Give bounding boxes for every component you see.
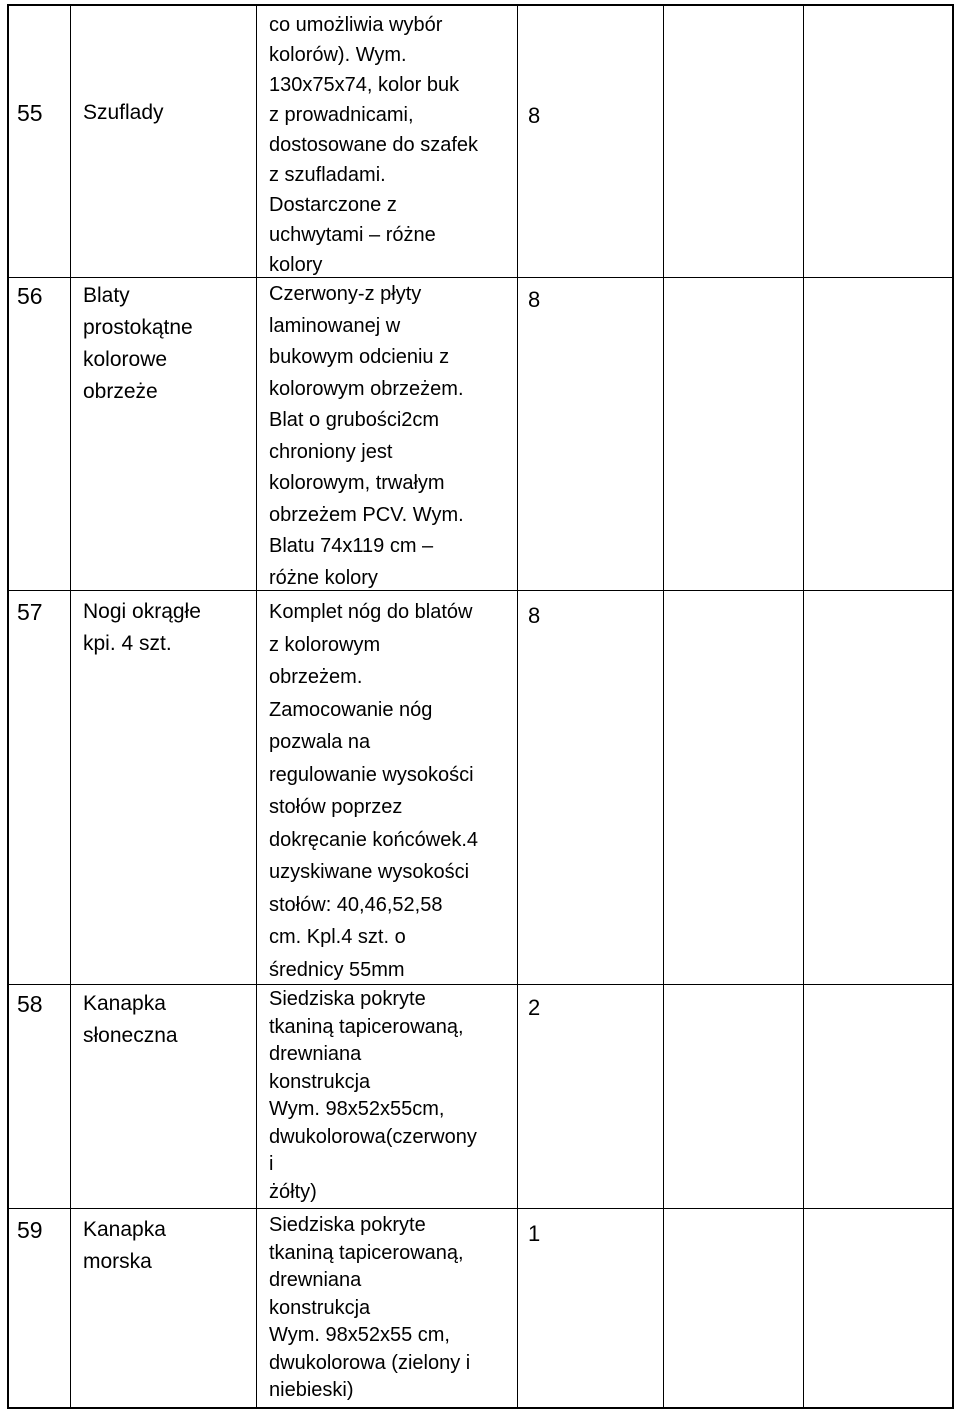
column-divider (803, 6, 804, 1407)
description-line: dokręcanie końcówek.4 (269, 828, 479, 851)
description-line: konstrukcja (269, 1296, 371, 1319)
description-line: Wym. 98x52x55cm, (269, 1098, 445, 1120)
description-line: obrzeżem. (269, 666, 363, 688)
description-line: tkaniną tapicerowaną, (269, 1241, 464, 1264)
description-line: stołów: 40,46,52,58 (269, 893, 443, 916)
row-quantity: 1 (528, 1221, 541, 1246)
row-number: 56 (17, 283, 43, 309)
description-line: regulowanie wysokości (269, 763, 474, 786)
description-line: drewniana (269, 1269, 362, 1291)
row-divider (9, 277, 952, 278)
description-line: co umożliwia wybór (269, 14, 443, 36)
description-line: laminowanej w (269, 314, 401, 337)
row-name: Szuflady (83, 101, 164, 124)
row-number: 55 (17, 100, 43, 126)
row-quantity: 8 (528, 603, 541, 628)
row-name: Kanapka słoneczna (83, 992, 178, 1047)
row-description (269, 10, 459, 100)
row-quantity: 8 (528, 287, 541, 312)
description-line: Dostarczone z (269, 194, 397, 216)
row-description (269, 986, 477, 1206)
description-line: z szufladami. (269, 164, 386, 186)
row-quantity: 2 (528, 995, 541, 1020)
description-line: kolorowym, trwałym (269, 472, 445, 494)
description-line: obrzeżem PCV. Wym. (269, 503, 464, 526)
description-line: Wym. 98x52x55 cm, (269, 1324, 450, 1346)
row-name: Nogi okrągłe kpi. 4 szt. (83, 600, 201, 655)
description-line: chroniony jest (269, 440, 393, 463)
description-line: Siedziska pokryte (269, 1214, 426, 1236)
row-divider (9, 590, 952, 591)
column-divider (70, 6, 71, 1407)
row-number: 57 (17, 599, 43, 625)
description-line: średnicy 55mm (269, 958, 405, 981)
description-line: Zamocowanie nóg (269, 698, 433, 721)
items-table (7, 4, 954, 1409)
description-line: Komplet nóg do blatów (269, 601, 473, 623)
description-line: z prowadnicami, (269, 104, 414, 126)
description-line: bukowym odcieniu z (269, 346, 450, 368)
description-line: pozwala na (269, 731, 371, 753)
description-line: kolorów). Wym. (269, 44, 407, 66)
row-name: Blaty prostokątne kolorowe obrzeże (83, 284, 193, 403)
description-line: tkaniną tapicerowaną, (269, 1015, 464, 1038)
row-number: 59 (17, 1217, 43, 1243)
description-line: Blat o grubości2cm (269, 409, 440, 431)
description-line: konstrukcja (269, 1070, 371, 1093)
column-divider (517, 6, 518, 1407)
row-description (269, 279, 464, 594)
row-description (269, 100, 478, 280)
row-name: Kanapka morska (83, 1218, 166, 1273)
description-line: kolory (269, 254, 323, 276)
description-line: i (269, 1153, 274, 1175)
row-divider (9, 984, 952, 985)
description-line: Siedziska pokryte (269, 988, 426, 1010)
row-description (269, 596, 478, 986)
description-line: żółty) (269, 1180, 317, 1203)
description-line: dostosowane do szafek (269, 134, 479, 156)
row-divider (9, 1208, 952, 1209)
description-line: drewniana (269, 1043, 362, 1065)
row-description (269, 1212, 470, 1405)
description-line: stołów poprzez (269, 796, 403, 818)
row-quantity: 8 (528, 103, 541, 128)
description-line: Czerwony-z płyty (269, 283, 422, 305)
description-line: niebieski) (269, 1379, 354, 1401)
description-line: uzyskiwane wysokości (269, 861, 470, 883)
description-line: kolorowym obrzeżem. (269, 377, 464, 400)
description-line: cm. Kpl.4 szt. o (269, 926, 406, 948)
row-number: 58 (17, 991, 43, 1017)
description-line: różne kolory (269, 566, 378, 589)
column-divider (256, 6, 257, 1407)
column-divider (663, 6, 664, 1407)
description-line: z kolorowym (269, 633, 381, 656)
description-line: 130x75x74, kolor buk (269, 74, 460, 96)
description-line: dwukolorowa (zielony i (269, 1351, 471, 1374)
description-line: uchwytami – różne (269, 224, 436, 246)
description-line: dwukolorowa(czerwony (269, 1125, 477, 1148)
description-line: Blatu 74x119 cm – (269, 535, 434, 557)
